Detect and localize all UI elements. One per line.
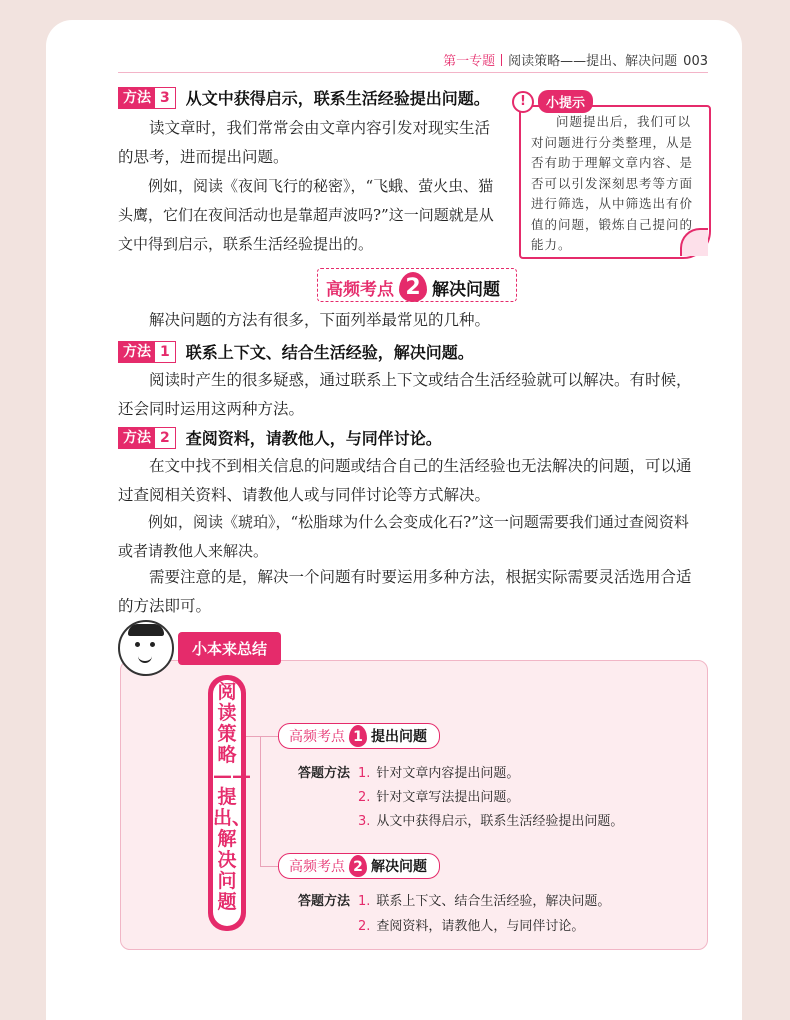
header-rule (118, 72, 708, 73)
summary-label: 小本来总结 (178, 632, 281, 665)
branch-connector (260, 866, 278, 867)
flame-icon: 2 (349, 855, 367, 877)
focus-label: 高频考点 (326, 279, 394, 300)
method-2-title: 查阅资料，请教他人，与同伴讨论。 (185, 429, 442, 448)
focus-banner (326, 272, 500, 302)
paragraph-1: 读文章时，我们常常会由文章内容引发对现实生活的思考，进而提出问题。 (118, 119, 491, 166)
header-title: 阅读策略——提出、解决问题 (508, 54, 678, 69)
tip-badge: 小提示 (538, 90, 593, 113)
method-2-heading (118, 426, 442, 449)
header-divider (501, 54, 502, 66)
branch-connector (260, 736, 261, 866)
answer-method-label: 答题方法 (298, 766, 351, 781)
summary-header (118, 620, 281, 676)
chapter-label: 第一专题 (443, 54, 496, 69)
paragraph-5: 在文中找不到相关信息的问题或结合自己的生活经验也无法解决的问题，可以通过查阅相关资料、请教他人或与同伴讨论等方式解决。 (118, 457, 692, 504)
list-item: 3. 从文中获得启示，联系生活经验提出问题。 (358, 814, 624, 829)
method-tag: 方法 1 (118, 341, 176, 363)
method-3-title: 从文中获得启示，联系生活经验提出问题。 (185, 89, 490, 108)
summary-node-1: 高频考点 1 提出问题 (278, 723, 440, 749)
answer-method-label: 答题方法 (298, 894, 351, 909)
method-tag: 方法 3 (118, 87, 176, 109)
flame-icon: 1 (349, 725, 367, 747)
cartoon-avatar-icon (118, 620, 174, 676)
method-1-heading (118, 340, 474, 363)
paragraph-6: 例如，阅读《琥珀》，“松脂球为什么会变成化石?”这一问题需要我们通过查阅资料或者请教他人来解决。 (118, 513, 689, 560)
running-header (443, 50, 708, 69)
exclamation-icon: ! (512, 91, 534, 113)
paragraph-2: 例如，阅读《夜间飞行的秘密》，“飞蛾、萤火虫、猫头鹰，它们在夜间活动也是靠超声波吗?”这一问题就是从文中得到启示，联系生活经验提出的。 (118, 177, 494, 253)
flame-icon: 2 (399, 272, 427, 302)
paragraph-7: 需要注意的是，解决一个问题有时要运用多种方法，根据实际需要灵活选用合适的方法即可。 (118, 568, 692, 615)
branch-connector (246, 736, 260, 737)
vertical-title: 阅读策略——提出、解决问题 (213, 680, 241, 926)
method-3-heading (118, 86, 490, 109)
list-item: 1. 联系上下文、结合生活经验，解决问题。 (358, 894, 611, 909)
tip-header (512, 90, 593, 113)
list-item: 1. 针对文章内容提出问题。 (358, 766, 520, 781)
method-tag: 方法 2 (118, 427, 176, 449)
paragraph-3: 解决问题的方法有很多，下面列举最常见的几种。 (149, 311, 491, 329)
tip-text: 问题提出后，我们可以对问题进行分类整理，从是否有助于理解文章内容、是否可以引发深刻思考等方面进行筛选，从中筛选出有价值的问题，锻炼自己提问的能力。 (531, 114, 694, 252)
method-1-title: 联系上下文、结合生活经验，解决问题。 (185, 343, 474, 362)
summary-node-2: 高频考点 2 解决问题 (278, 853, 440, 879)
list-item: 2. 针对文章写法提出问题。 (358, 790, 520, 805)
page-number: 003 (683, 54, 708, 69)
focus-title: 解决问题 (432, 279, 500, 300)
paragraph-4: 阅读时产生的很多疑惑，通过联系上下文或结合生活经验就可以解决。有时候，还会同时运用这两种方法。 (118, 371, 692, 418)
list-item: 2. 查阅资料，请教他人，与同伴讨论。 (358, 919, 585, 934)
branch-connector (260, 736, 278, 737)
